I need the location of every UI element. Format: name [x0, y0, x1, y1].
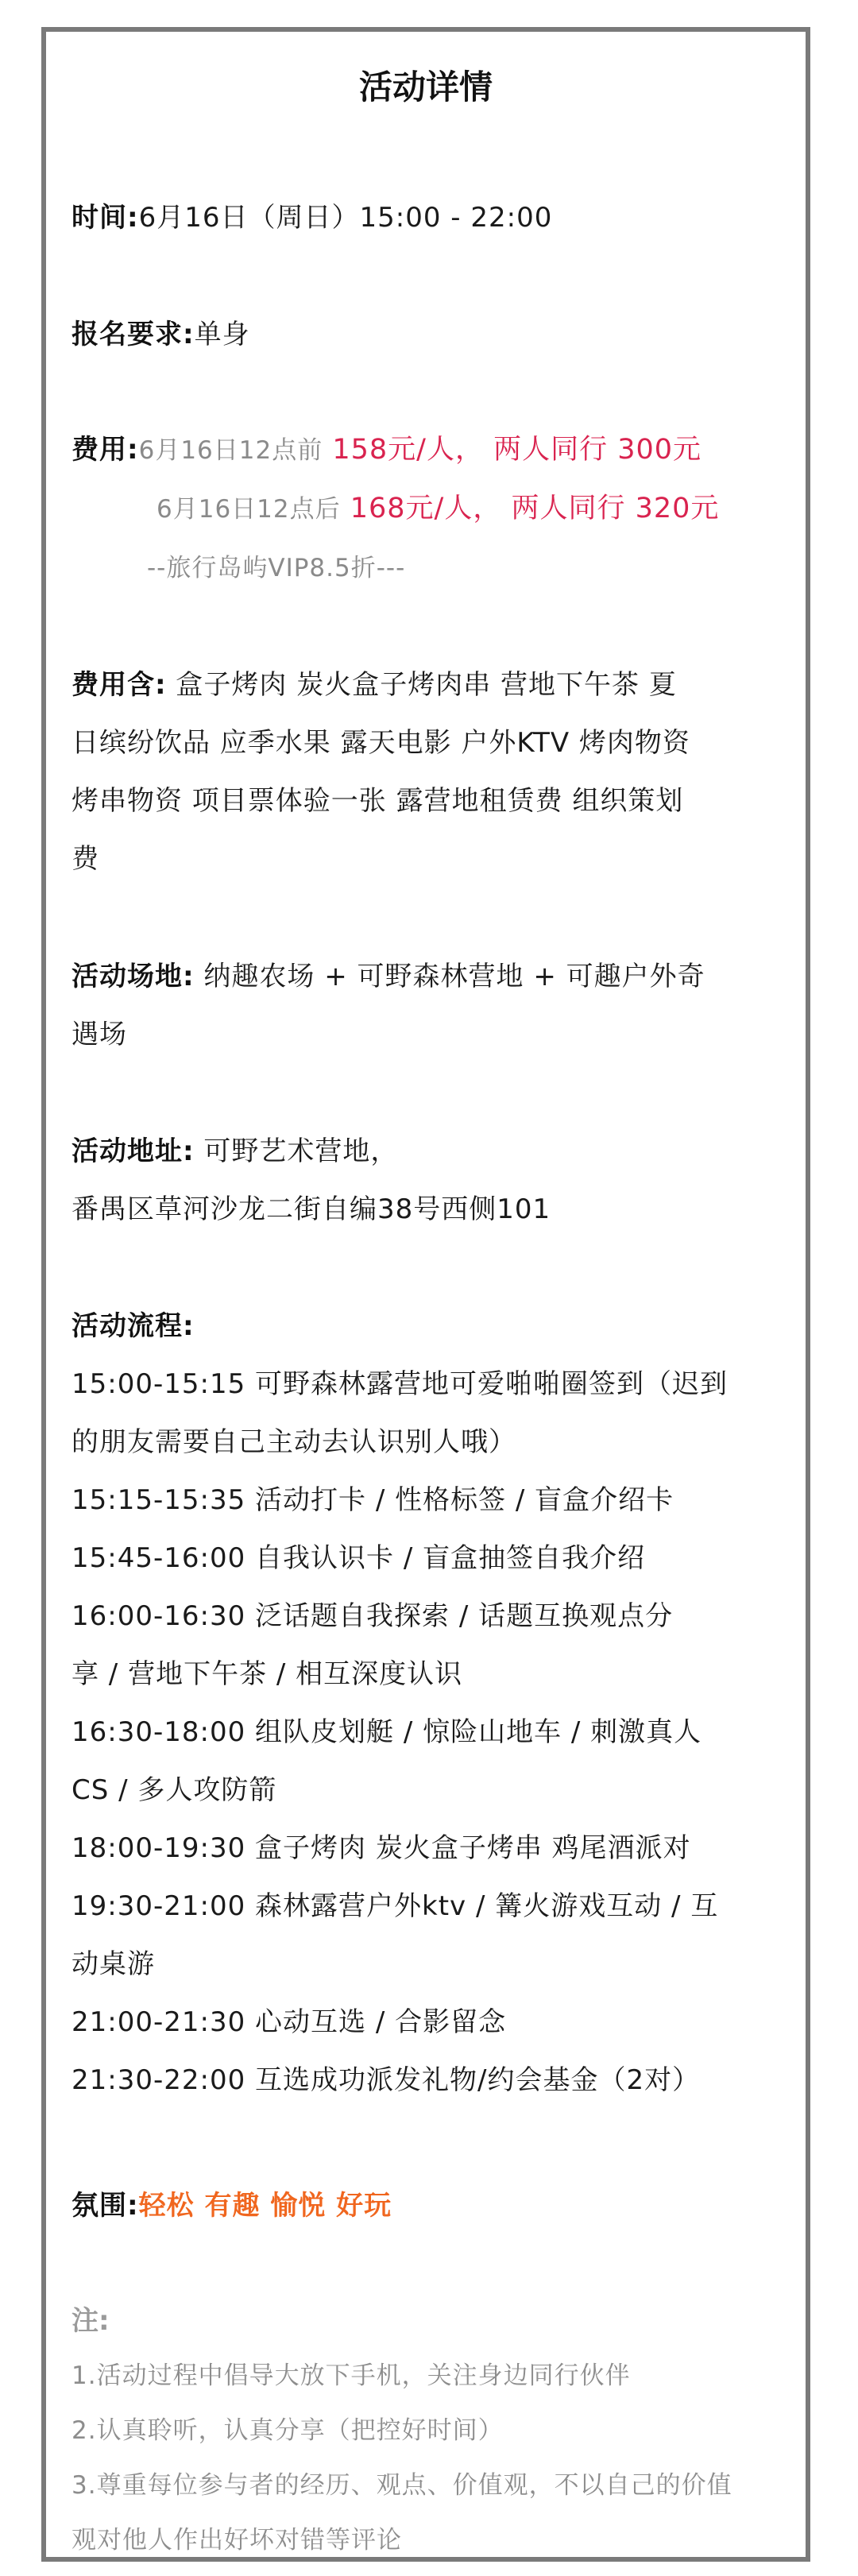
address-line1: 可野艺术营地，	[194, 1135, 399, 1167]
requirement-section	[72, 306, 782, 364]
time-label: 时间:	[72, 202, 139, 234]
venue-section	[72, 948, 782, 1064]
time-section	[72, 189, 782, 247]
includes-line: 费	[72, 843, 99, 875]
schedule-line: 15:15-15:35 活动打卡 / 性格标签 / 盲盒介绍卡	[72, 1484, 674, 1516]
schedule-line: 21:00-21:30 心动互选 / 合影留念	[72, 2006, 507, 2038]
includes-line: 盒子烤肉 炭火盒子烤肉串 营地下午茶 夏	[166, 669, 677, 701]
fee-row1-price: 158元/人， 两人同行 300元	[323, 434, 702, 466]
note-item: 3.尊重每位参与者的经历、观点、价值观，不以自己的价值	[72, 2471, 732, 2500]
address-section	[72, 1123, 782, 1239]
note-item: 2.认真聆听，认真分享（把控好时间）	[72, 2416, 504, 2445]
includes-label: 费用含:	[72, 669, 167, 701]
venue-label: 活动场地:	[72, 961, 195, 992]
venue-line: 遇场	[72, 1019, 127, 1050]
event-detail-card	[41, 27, 810, 2562]
requirement-value: 单身	[194, 319, 250, 350]
atmosphere-section	[72, 2177, 782, 2235]
schedule-label: 活动流程:	[72, 1310, 195, 1342]
schedule-line: 的朋友需要自己主动去认识别人哦）	[72, 1426, 516, 1458]
atmosphere-label: 氛围:	[72, 2190, 139, 2222]
address-line2: 番禺区草河沙龙二街自编38号西侧101	[72, 1193, 551, 1225]
includes-section	[72, 656, 782, 888]
schedule-line: 16:00-16:30 泛话题自我探索 / 话题互换观点分	[72, 1600, 674, 1632]
fee-row2-price: 168元/人， 两人同行 320元	[340, 493, 720, 524]
schedule-line: 15:00-15:15 可野森林露营地可爱啪啪圈签到（迟到	[72, 1368, 729, 1400]
schedule-line: 动桌游	[72, 1948, 155, 1980]
schedule-line: 21:30-22:00 互选成功派发礼物/约会基金（2对）	[72, 2064, 701, 2096]
schedule-line: CS / 多人攻防箭	[72, 1774, 277, 1806]
notes-section	[72, 2293, 782, 2568]
requirement-label: 报名要求:	[72, 319, 195, 350]
schedule-line: 16:30-18:00 组队皮划艇 / 惊险山地车 / 刺激真人	[72, 1716, 702, 1748]
note-item: 观对他人作出好坏对错等评论	[72, 2526, 402, 2555]
fee-row1-date: 6月16日12点前	[138, 436, 323, 465]
page-title: 活动详情	[358, 68, 493, 106]
address-label: 活动地址:	[72, 1135, 195, 1167]
atmosphere-value: 轻松 有趣 愉悦 好玩	[138, 2190, 392, 2222]
note-item: 1.活动过程中倡导大放下手机，关注身边同行伙伴	[72, 2361, 631, 2390]
notes-label: 注:	[72, 2305, 110, 2337]
time-value: 6月16日（周日）15:00 - 22:00	[138, 202, 553, 234]
schedule-line: 享 / 营地下午茶 / 相互深度认识	[72, 1658, 463, 1690]
schedule-line: 19:30-21:00 森林露营户外ktv / 篝火游戏互动 / 互	[72, 1890, 719, 1922]
fee-row2-date: 6月16日12点后	[157, 495, 341, 524]
schedule-line: 18:00-19:30 盒子烤肉 炭火盒子烤串 鸡尾酒派对	[72, 1832, 691, 1864]
includes-line: 烤串物资 项目票体验一张 露营地租赁费 组织策划	[72, 785, 684, 817]
venue-line: 纳趣农场 + 可野森林营地 + 可趣户外奇	[194, 961, 705, 992]
schedule-line: 15:45-16:00 自我认识卡 / 盲盒抽签自我介绍	[72, 1542, 646, 1574]
schedule-section	[72, 1298, 782, 2110]
fee-section	[72, 421, 782, 598]
fee-discount: --旅行岛屿VIP8.5折---	[147, 554, 406, 582]
includes-line: 日缤纷饮品 应季水果 露天电影 户外KTV 烤肉物资	[72, 727, 690, 759]
fee-label: 费用:	[72, 434, 139, 466]
